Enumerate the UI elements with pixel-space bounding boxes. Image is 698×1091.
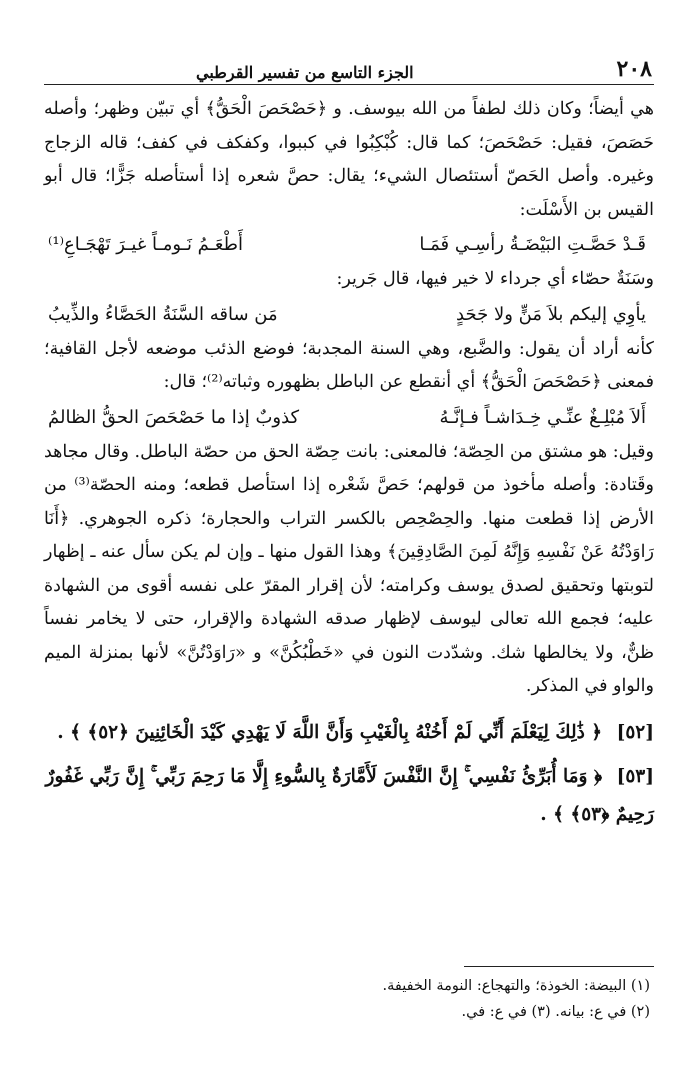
paragraph: وسَنَةٌ حصّاء أي جرداء لا خير فيها، قال جَرير: bbox=[336, 269, 654, 289]
verse-text: ﴿ وَمَا أُبَرِّئُ نَفْسِي ۚ إِنَّ النَّفْسَ لَأَمَّارَةٌ بِالسُّوءِ إِلَّا مَا رَحِمَ رَبِّي ۚ إِنَّ رَبِّي غَفُورٌ رَحِيمٌ ﴿٥٣﴾ ﴾ . bbox=[45, 765, 654, 825]
footnote: (٢) في ع: بيانه. (٣) في ع: في. bbox=[461, 1004, 650, 1020]
paragraph: وقيل: هو مشتق من الحِصّة؛ فالمعنى: بانت حِصّة الحق من حصّة الباطل. وقال مجاهد وقَتادة: وأصله مأخوذ من قولهم؛ حَصَّ شَعْره إذا استأصل قطعه؛ ومنه الحصّة⁽³⁾ من الأرض إذا قطعت منها. والحِصْحِص بالكسر التراب والحجارة؛ ذكره الجوهري. ﴿أَنَا رَاوَدْتُهُ عَنْ نَفْسِهِ وَإِنَّهُ لَمِنَ الصَّادِقِينَ﴾ وهذا القول منها ـ وإن لم يكن سأل عنه ـ إظهار لتوبتها وتحقيق لصدق يوسف وكرامته؛ لأن إقرار المقرّ على نفسه أقوى من الشهادة عليه؛ فجمع الله تعالى ليوسف لإظهار صدقه الشهادة والإقرار، حتى لا يخامر نفساً ظنٌّ، ولا يخالطها شك. وشدّدت النون في «خَطْبُكُنَّ» و «رَاوَدْتُنَّ» لأنها بمنزلة الميم والواو في المذكر. bbox=[44, 441, 654, 696]
commentary-text bbox=[44, 93, 654, 704]
page-number: ٢٠٨ bbox=[616, 56, 652, 82]
verse-number: [٥٣] bbox=[616, 765, 654, 787]
paragraph: هي أيضاً؛ وكان ذلك لطفاً من الله بيوسف. و ﴿حَصْحَصَ الْحَقُّ﴾ أي تبيّن وظهر؛ وأصله حَصَصَ، فقيل: حَصْحَصَ؛ كما قال: كُبْكِبُوا في كببوا، وكفكف في كفف؛ قاله الزجاج وغيره. وأصل الحَصّ أستئصال الشيء؛ يقال: حصَّ شعره إذا أستأصله جَزًّا؛ قال أبو القيس بن الأَسْلَت: bbox=[44, 99, 654, 220]
poem-second-hemistich: كذوبٌ إذا ما حَصْحَصَ الحقُّ الظالمُ bbox=[48, 406, 300, 428]
quran-verse bbox=[44, 758, 654, 834]
poem-second-hemistich: أَطْعَـمُ نَـومـاً غيـرَ تَهْجَـاعِ⁽¹⁾ bbox=[48, 234, 243, 255]
poem-first-hemistich: يأوِي إليكم بلاَ مَنٍّ ولا جَحَدٍ bbox=[456, 303, 646, 325]
poem-verse bbox=[44, 400, 654, 436]
verse-number: [٥٢] bbox=[616, 721, 654, 743]
quran-verses bbox=[44, 714, 654, 834]
footnotes bbox=[44, 966, 654, 1025]
footnote-divider bbox=[464, 966, 654, 967]
page-header bbox=[44, 48, 654, 85]
paragraph: كأنه أراد أن يقول: والضَّبع، وهي السنة المجدبة؛ فوضع الذئب موضعه لأجل القافية؛ فمعنى ﴿حَصْحَصَ الْحَقُّ﴾ أي أنقطع عن الباطل بظهوره وثباته⁽²⁾؛ قال: bbox=[44, 338, 654, 392]
poem-first-hemistich: قَـدْ حَصَّـتِ البَيْضَـةُ رأسِـي فَمَـا bbox=[419, 234, 646, 255]
book-page bbox=[44, 48, 654, 1058]
verse-text: ﴿ ذَٰلِكَ لِيَعْلَمَ أَنِّي لَمْ أَخُنْهُ بِالْغَيْبِ وَأَنَّ اللَّهَ لَا يَهْدِي كَيْدَ الْخَائِنِينَ ﴿٥٢﴾ ﴾ . bbox=[57, 721, 603, 743]
poem-second-hemistich: مَن ساقه السَّنَةُ الحَصَّاءُ والذِّيبُ bbox=[48, 303, 278, 325]
footnote: (١) البيضة: الخوذة؛ والتهجاع: النومة الخفيفة. bbox=[382, 978, 650, 994]
poem-verse bbox=[44, 297, 654, 333]
quran-verse bbox=[44, 714, 654, 752]
poem-verse bbox=[44, 227, 654, 263]
poem-first-hemistich: أَلاَ مُبْلِـغٌ عنِّـي خِـدَاشـاً فـإنَّـهُ bbox=[439, 406, 646, 428]
running-title: الجزء التاسع من تفسير القرطبي bbox=[196, 63, 414, 82]
